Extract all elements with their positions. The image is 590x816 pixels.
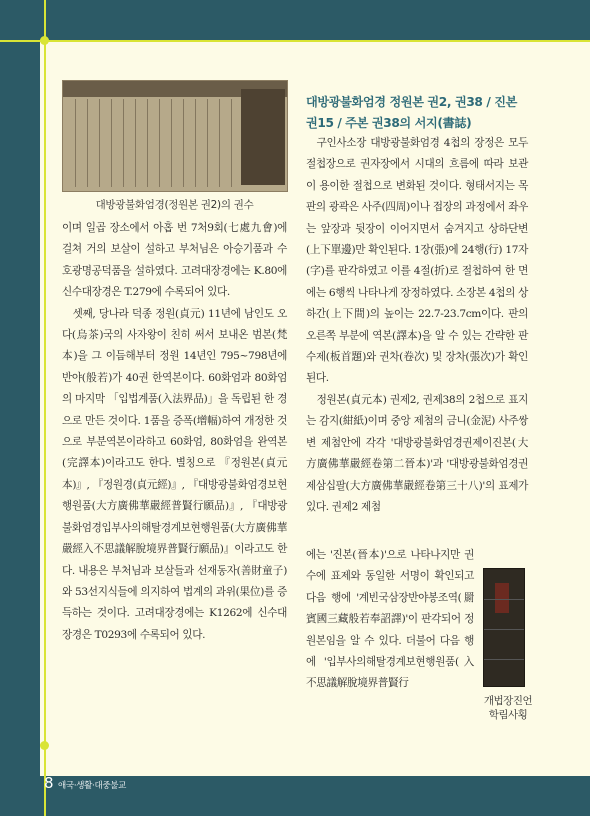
footer-label: 애국·생활·대중불교 [58, 781, 127, 791]
page-number: 8 [44, 774, 54, 792]
left-photo-block [62, 80, 287, 212]
right-paragraph-3: 에는 '진본(晉本)'으로 나타나지만 권수에 표제와 동일한 서명이 확인되고 다음 행에 '계빈국삼장반야봉조역(罽賓國三藏般若奉詔譯)'이 판각되어 정원본임을 알 수 있다. 더불어 다음 행에 '입부사의해탈경계보현행원품(入不思議解脫境界普賢行 [306, 549, 474, 690]
right-text-narrow [306, 545, 474, 695]
side-photo-caption: 개법장진언 학림사횡 [483, 695, 533, 721]
sutra-scroll-photo [62, 80, 288, 192]
right-paragraph-1: 구인사소장 대방광불화엄경 4첩의 장정은 모두 절첩장으로 권자장에서 시대의 흐름에 따라 보관이 용이한 절첩으로 변화된 것이다. 형태서지는 목판의 광곽은 사주(四周)이나 접장의 과정에서 좌우는 앞장과 뒷장이 이어지면서 숨겨지고 상하단변(上下單邊)만 확인된다. 1장(張)에 24행(行) 17자(字)를 판각하였고 이를 4절(折)로 절첩하여 한 면에는 6행씩 나타나게 장정하였다. 소장본 4첩의 상하간(上下間)의 높이는 22.7-23.7cm이다. 판의 오른쪽 부분에 역본(譯本)을 알 수 있는 간략한 판수제(板首題)와 권차(卷次) 및 장차(張次)가 확인된다. [306, 137, 528, 385]
side-scroll-photo [483, 568, 525, 687]
left-text-column [62, 218, 287, 646]
left-paragraph-1: 이며 일곱 장소에서 아홉 번 7처9회(七處九會)에 걸쳐 거의 보살이 설하고 부처님은 아승기품과 수호광명공덕품을 설하였다. 고려대장경에는 K.80에 신수대장경은 T.279에 수록되어 있다. [62, 222, 287, 299]
frame-line-top [0, 40, 590, 42]
right-paragraph-2: 정원본(貞元本) 권제2, 권제38의 2첩으로 표지는 감지(紺紙)이며 중앙 제첨의 금니(金泥) 사주쌍변 제첨안에 각각 '대방광불화엄경권제이진본(大方廣佛華嚴經卷第二晉本)'과 '대방광불화엄경권제삼십팔(大方廣佛華嚴經卷第三十八)'의 표제가 있다. 권제2 제첨 [306, 393, 528, 513]
photo-caption: 대방광불화엄경(정원본 권2)의 권수 [95, 199, 254, 211]
frame-dot-bottom [40, 741, 49, 750]
right-text-column [306, 133, 528, 518]
section-heading: 대방광불화엄경 정원본 권2, 권38 / 진본 권15 / 주본 권38의 서지(書誌) [306, 95, 517, 130]
frame-line-left [44, 0, 46, 816]
frame-dot-top [40, 36, 49, 45]
left-paragraph-2: 셋째, 당나라 덕종 정원(貞元) 11년에 남인도 오다(烏茶)국의 사자왕이 친히 써서 보내온 범본(梵本)을 그 이듬해부터 정원 14년인 795~798년에 반야(般若)가 40권 한역본이다. 60화엄과 80화엄의 마지막 「입법계품(入法界品)」을 독립된 한 경으로 만든 것이다. 1품을 증폭(增幅)하여 개정한 것으로 부분역본이라하고 60화엄, 80화엄을 완역본(完譯本)이라고도 한다. 별칭으로 『정원본(貞元本)』, 『정원경(貞元經)』, 『대방광불화엄경보현행원품(大方廣佛華嚴經普賢行願品)』, 『대방광불화엄경입부사의해탈경계보현행원품(大方廣佛華嚴經入不思議解脫境界普賢行願品)』이라고도 한다. 내용은 부처님과 보살들과 선재동자(善財童子)와 53선지식들에 의지하여 법계의 과위(果位)를 증득하는 것이다. 고려대장경에는 K1262에 신수대장경은 T0293에 수록되어 있다. [62, 307, 287, 641]
right-heading-block [306, 92, 528, 138]
